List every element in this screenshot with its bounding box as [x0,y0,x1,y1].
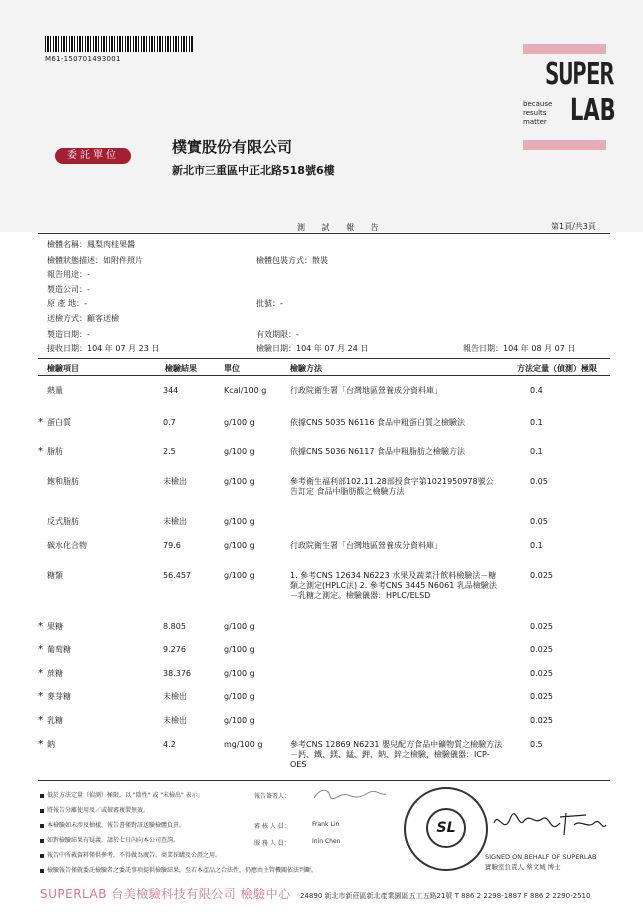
client-tag: 委託單位 [55,148,131,164]
mfg-date: 製造日期：- [47,330,90,339]
row-item: 糖類 [47,571,63,580]
row-unit: Kcal/100 g [224,386,267,395]
received-date: 接收日期：104 年 07 月 23 日 [47,344,160,353]
row-result: 未檢出 [163,716,187,725]
row-item: 碳水化合物 [47,541,87,550]
col-limit: 方法定量（偵測）極限 [517,364,597,373]
footer-brand: SUPERLAB 台美檢驗科技有限公司 檢驗中心 [40,887,291,901]
row-unit: g/100 g [224,477,255,486]
row-method: 參考CNS 12869 N6231 嬰兒配方食品中礦物質之檢驗方法－鈣、鐵、鎂、錳、鉀、鈉、鋅之檢驗，檢驗儀器：ICP-OES [290,740,503,769]
sample-name: 檢體名稱：鳳梨肉桂果醬 [47,240,135,249]
company-name: 樸實股份有限公司 [172,138,293,156]
row-unit: g/100 g [224,692,255,701]
logo-bar-top [523,44,606,54]
row-result: 0.7 [163,418,176,427]
footer-note: 檢驗報告僅就委託檢驗者之委託事項提供檢驗結果，至若本產品之合法性，仍應由主管機關依法判斷。 [40,865,317,874]
report-title: 測 試 報 告 [297,223,386,232]
footer-contact: 24890 新北市新莊區新北產業園區五工五路21號 T 886 2 2298-1887 F 886 2 2290-2510 [300,892,591,900]
logo-tagline: because results matter [523,100,553,126]
service-name: Inin Chen [312,838,341,845]
origin: 原 產 地：- [47,299,87,308]
row-result: 2.5 [163,447,176,456]
row-limit: 0.025 [530,571,553,580]
row-unit: g/100 g [224,517,255,526]
footer-note: 如對檢驗結果有疑義，請於七日內向本公司查詢。 [40,835,179,844]
sample-desc: 檢體狀態描述：如附件照片 [47,256,143,265]
company-address: 新北市三重區中正北路518號6樓 [172,164,335,177]
row-item: 飽和脂肪 [47,477,79,486]
footer-note: 將報告分離使用及／或擅審複製無效。 [40,805,149,814]
row-star: * [38,417,43,428]
footer-note: 低於方法定量（偵測）極限，以 "陰性" 或 "未檢出" 表示。 [40,790,204,799]
row-limit: 0.025 [530,622,553,631]
row-item: 鈉 [47,740,55,749]
row-star: * [38,621,43,632]
barcode-number: M61-150701493001 [45,55,121,63]
row-star: * [38,668,43,679]
seal-center: SL [426,808,466,848]
footer-note: 本檢驗如未涉及抽樣，報告書僅對該送驗檢體負責。 [40,820,185,829]
lab-head: 實驗室負責人 蔡文城 博士 [485,863,561,871]
row-unit: g/100 g [224,541,255,550]
report-date: 報告日期：104 年 08 月 07 日 [463,344,576,353]
row-limit: 0.5 [530,740,543,749]
row-unit: g/100 g [224,571,255,580]
lab-head-signature [490,805,610,845]
row-method: 依據CNS 5035 N6116 食品中粗蛋白質之檢驗法 [290,418,465,427]
table-header-line [38,375,610,376]
expiry: 有效期限：- [256,330,299,339]
col-result: 檢驗結果 [165,364,197,373]
col-method: 檢驗方法 [290,364,322,373]
logo-super-text: SUPER [545,57,614,92]
packaging: 檢體包裝方式：散裝 [256,256,328,265]
col-item: 檢驗項目 [47,364,79,373]
row-item: 麥芽糖 [47,692,71,701]
row-result: 79.6 [163,541,181,550]
batch: 批號：- [256,299,283,308]
barcode [45,36,193,52]
row-result: 56.457 [163,571,191,580]
row-limit: 0.05 [530,517,548,526]
row-unit: mg/100 g [224,740,263,749]
row-limit: 0.025 [530,692,553,701]
row-result: 9.276 [163,645,186,654]
row-limit: 0.1 [530,447,543,456]
row-limit: 0.1 [530,418,543,427]
row-method: 行政院衛生署「台灣地區營養成分資料庫」 [290,386,442,395]
row-star: * [38,644,43,655]
row-method: 依據CNS 5036 N6117 食品中粗脂肪之檢驗方法 [290,447,465,456]
page-number: 第1頁/共3頁 [551,222,596,231]
row-unit: g/100 g [224,645,255,654]
row-limit: 0.05 [530,477,548,486]
row-item: 熱量 [47,386,63,395]
row-limit: 0.1 [530,541,543,550]
row-item: 脂肪 [47,447,63,456]
signer-label: 報告簽署人： [254,793,291,800]
logo-bar-bottom [523,140,606,150]
row-item: 蛋白質 [47,418,71,427]
row-item: 乳糖 [47,716,63,725]
row-unit: g/100 g [224,447,255,456]
col-unit: 單位 [224,364,240,373]
row-result: 未檢出 [163,517,187,526]
row-star: * [38,691,43,702]
row-result: 38.376 [163,669,191,678]
footer-line [38,780,610,781]
footer-note: 報告中所載資料僅供參考，不得做為廣告、商業採購及公證之用。 [40,850,221,859]
row-method: 行政院衛生署「台灣地區營養成分資料庫」 [290,541,442,550]
row-result: 未檢出 [163,692,187,701]
row-result: 8.805 [163,622,186,631]
purpose: 報告用途：- [47,270,90,279]
row-unit: g/100 g [224,622,255,631]
delivery: 送檢方式：顧客送檢 [47,314,119,323]
row-unit: g/100 g [224,716,255,725]
row-limit: 0.025 [530,645,553,654]
row-star: * [38,715,43,726]
row-limit: 0.025 [530,716,553,725]
row-item: 蔗糖 [47,669,63,678]
row-item: 反式脂肪 [47,517,79,526]
tested-date: 檢驗日期：104 年 07 月 24 日 [256,344,369,353]
row-limit: 0.4 [530,386,543,395]
row-item: 果糖 [47,622,63,631]
row-result: 未檢出 [163,477,187,486]
row-star: * [38,739,43,750]
row-result: 344 [163,386,179,395]
logo-lab-text: LAB [570,93,616,128]
reviewer-label: 審 核 人 員： [254,823,290,830]
row-method: 參考衛生福利部102.11.28部授食字第1021950978號公告訂定 食品中脂肪酸之檢驗方法 [290,477,494,496]
service-label: 服 務 人 員： [254,840,290,847]
row-unit: g/100 g [224,669,255,678]
divider [38,233,610,234]
reviewer-name: Frank Lin [312,821,340,828]
row-limit: 0.025 [530,669,553,678]
row-star: * [38,446,43,457]
signer-signature [310,786,390,802]
table-top-line [38,358,610,359]
row-unit: g/100 g [224,418,255,427]
maker: 製造公司：- [47,285,90,294]
row-method: 1. 參考CNS 12634 N6223 水果及蔬菜汁飲料檢驗法－糖類之測定(HPLC法) 2. 參考CNS 3445 N6061 乳品檢驗法－乳糖之測定。檢驗儀器：HPLC/ELSD [290,571,497,600]
row-result: 4.2 [163,740,176,749]
row-item: 葡萄糖 [47,645,71,654]
signed-on-behalf: SIGNED ON BEHALF OF SUPERLAB [485,853,597,861]
